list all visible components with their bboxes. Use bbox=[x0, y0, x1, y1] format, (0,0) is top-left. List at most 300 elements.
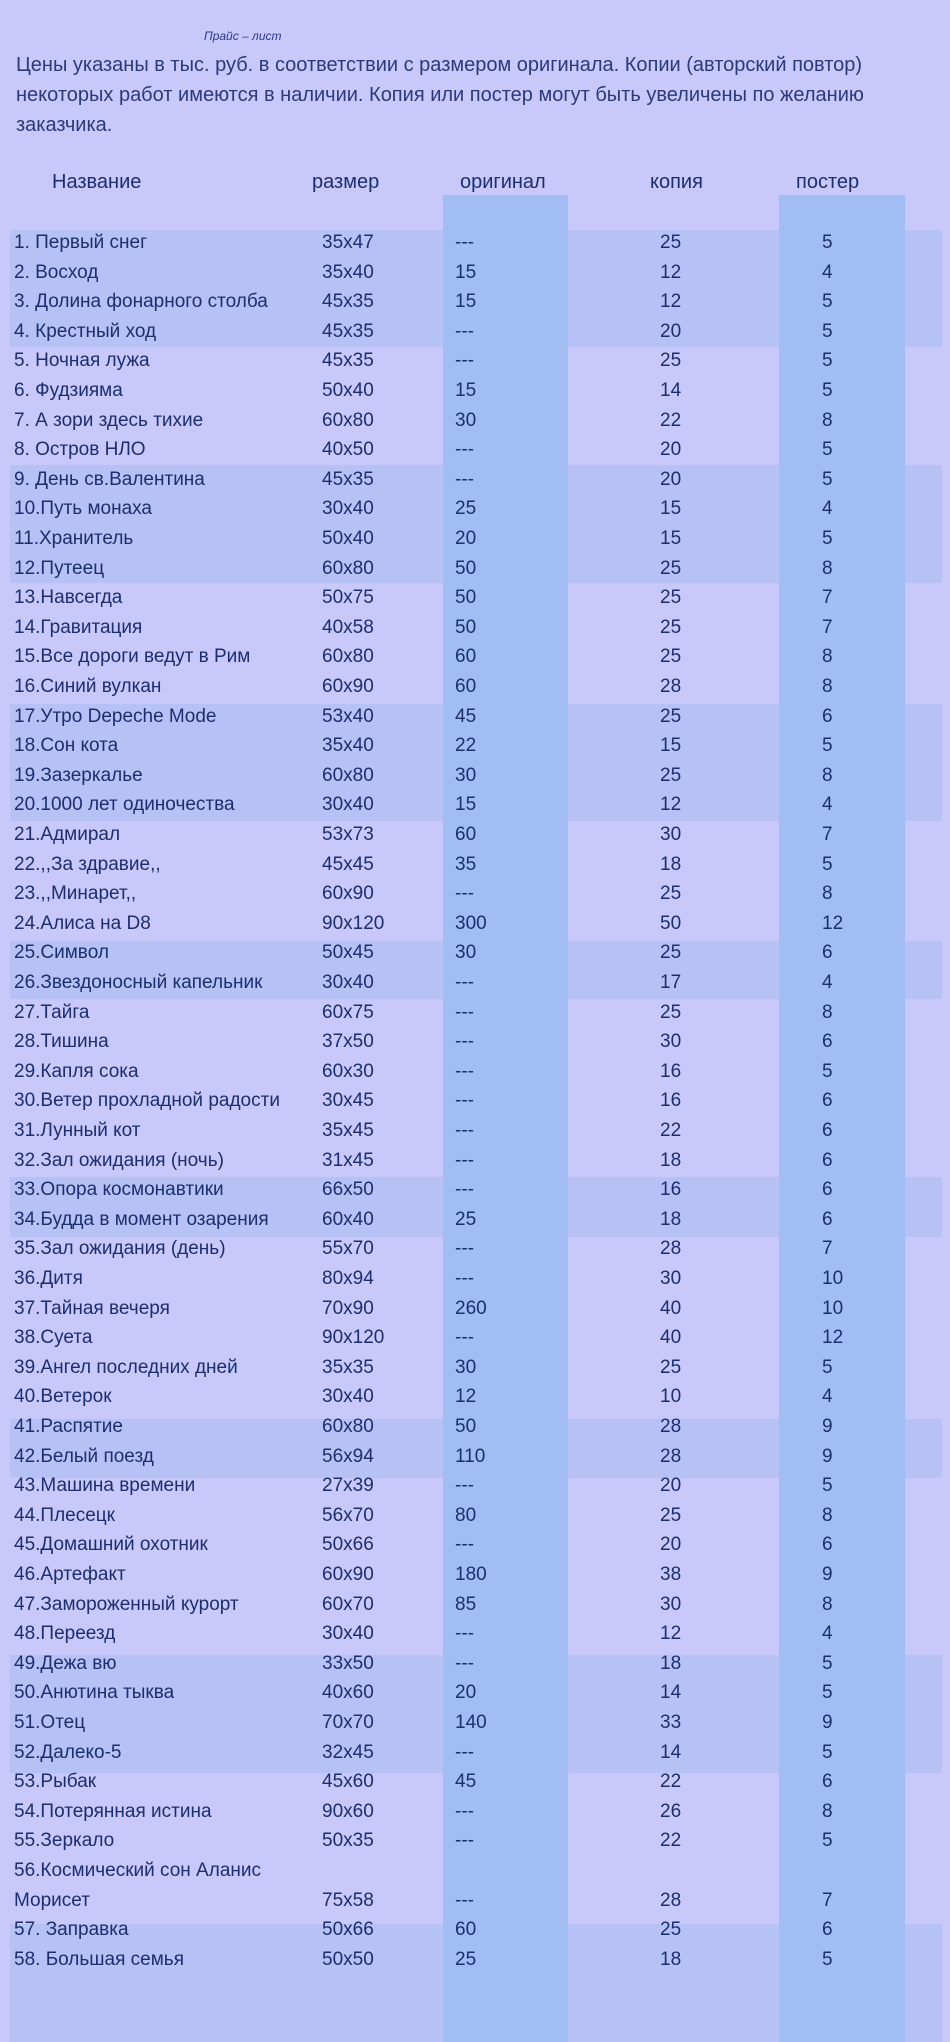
original-price: 180 bbox=[455, 1564, 487, 1585]
poster-price: 4 bbox=[822, 972, 833, 993]
artwork-name: 57. Заправка bbox=[14, 1919, 129, 1941]
table-row bbox=[0, 704, 950, 734]
artwork-name: 10.Путь монаха bbox=[14, 498, 152, 520]
artwork-name: 1. Первый снег bbox=[14, 232, 148, 253]
table-row bbox=[0, 1532, 950, 1562]
poster-price: 10 bbox=[822, 1268, 844, 1289]
artwork-name: 7. А зори здесь тихие bbox=[14, 409, 204, 431]
original-price: 15 bbox=[455, 261, 477, 283]
artwork-name: 49.Дежа вю bbox=[14, 1652, 117, 1674]
copy-price: 28 bbox=[660, 1416, 682, 1437]
table-row bbox=[0, 1621, 950, 1651]
artwork-size: 32x45 bbox=[322, 1741, 374, 1763]
table-row bbox=[0, 556, 950, 586]
original-price: --- bbox=[455, 1652, 474, 1674]
copy-price: 28 bbox=[660, 1889, 682, 1911]
artwork-name: 35.Зал ожидания (день) bbox=[14, 1238, 226, 1260]
artwork-name: 41.Распятие bbox=[14, 1416, 123, 1437]
original-price: 30 bbox=[455, 942, 477, 964]
copy-price: 25 bbox=[660, 1919, 682, 1941]
table-row bbox=[0, 1503, 950, 1533]
artwork-size: 30x40 bbox=[322, 498, 374, 520]
copy-price: 25 bbox=[660, 1504, 682, 1526]
copy-price: 14 bbox=[660, 1741, 682, 1763]
table-row bbox=[0, 1444, 950, 1474]
original-price: --- bbox=[455, 1238, 474, 1260]
poster-price: 5 bbox=[822, 1652, 833, 1674]
artwork-size: 90x120 bbox=[322, 912, 385, 934]
poster-price: 5 bbox=[822, 232, 833, 253]
original-price: 60 bbox=[455, 1919, 477, 1941]
artwork-size: 53x73 bbox=[322, 824, 374, 845]
artwork-size: 35x47 bbox=[322, 232, 374, 253]
table-row bbox=[0, 1888, 950, 1918]
table-row bbox=[0, 852, 950, 882]
artwork-size: 50x45 bbox=[322, 942, 374, 964]
table-row bbox=[0, 378, 950, 408]
original-price: 15 bbox=[455, 291, 477, 313]
artwork-size: 45x35 bbox=[322, 291, 374, 313]
poster-price: 12 bbox=[822, 912, 844, 934]
table-row bbox=[0, 319, 950, 349]
original-price: --- bbox=[455, 1623, 474, 1645]
copy-price: 12 bbox=[660, 794, 682, 816]
table-row bbox=[0, 1740, 950, 1770]
original-price: 140 bbox=[455, 1712, 487, 1733]
table-row bbox=[0, 763, 950, 793]
artwork-size: 30x40 bbox=[322, 1623, 374, 1645]
poster-price: 6 bbox=[822, 942, 833, 964]
original-price: 25 bbox=[455, 1208, 477, 1230]
artwork-size: 55x70 bbox=[322, 1238, 374, 1260]
artwork-size: 60x90 bbox=[322, 676, 374, 697]
table-row bbox=[0, 1325, 950, 1355]
copy-price: 25 bbox=[660, 557, 682, 579]
artwork-name: 53.Рыбак bbox=[14, 1771, 97, 1793]
table-row bbox=[0, 644, 950, 674]
poster-price: 8 bbox=[822, 883, 833, 905]
artwork-size: 90x60 bbox=[322, 1800, 374, 1822]
artwork-size: 70x70 bbox=[322, 1712, 374, 1733]
artwork-name: 24.Алиса на D8 bbox=[14, 912, 151, 934]
poster-price: 6 bbox=[822, 1090, 833, 1112]
poster-price: 5 bbox=[822, 468, 833, 490]
artwork-name: 21.Адмирал bbox=[14, 824, 121, 845]
copy-price: 30 bbox=[660, 1593, 682, 1615]
header-name: Название bbox=[52, 171, 142, 193]
table-row bbox=[0, 260, 950, 290]
table-row bbox=[0, 585, 950, 615]
original-price: 15 bbox=[455, 794, 477, 816]
poster-price: 5 bbox=[822, 439, 833, 461]
artwork-name: 3. Долина фонарного столба bbox=[14, 291, 268, 313]
table-row bbox=[0, 615, 950, 645]
original-price: 15 bbox=[455, 380, 477, 401]
copy-price: 40 bbox=[660, 1297, 682, 1319]
copy-price: 25 bbox=[660, 1001, 682, 1023]
poster-price: 8 bbox=[822, 409, 833, 431]
table-row bbox=[0, 911, 950, 941]
artwork-name: 38.Суета bbox=[14, 1327, 93, 1349]
artwork-name: 39.Ангел последних дней bbox=[14, 1356, 238, 1378]
table-row bbox=[0, 1207, 950, 1237]
artwork-name: 9. День св.Валентина bbox=[14, 468, 205, 490]
artwork-name: 8. Остров НЛО bbox=[14, 439, 146, 461]
copy-price: 20 bbox=[660, 1475, 682, 1497]
original-price: 260 bbox=[455, 1297, 487, 1319]
artwork-name: 14.Гравитация bbox=[14, 616, 143, 638]
original-price: 110 bbox=[455, 1445, 486, 1467]
poster-price: 7 bbox=[822, 1889, 833, 1911]
artwork-size: 45x45 bbox=[322, 853, 374, 875]
copy-price: 25 bbox=[660, 232, 682, 253]
artwork-name: 6. Фудзияма bbox=[14, 380, 123, 401]
original-price: 60 bbox=[455, 676, 477, 697]
table-row bbox=[0, 408, 950, 438]
copy-price: 25 bbox=[660, 942, 682, 964]
poster-price: 6 bbox=[822, 705, 833, 727]
copy-price: 30 bbox=[660, 1031, 682, 1053]
original-price: --- bbox=[455, 1090, 474, 1112]
artwork-name: 28.Тишина bbox=[14, 1031, 109, 1053]
poster-price: 5 bbox=[822, 853, 833, 875]
copy-price: 25 bbox=[660, 764, 682, 786]
copy-price: 12 bbox=[660, 1623, 682, 1645]
copy-price: 28 bbox=[660, 1238, 682, 1260]
artwork-size: 40x58 bbox=[322, 616, 374, 638]
original-price: 22 bbox=[455, 735, 477, 757]
table-row bbox=[0, 467, 950, 497]
poster-price: 5 bbox=[822, 528, 833, 549]
poster-price: 5 bbox=[822, 350, 833, 372]
table-row bbox=[0, 1651, 950, 1681]
table-row bbox=[0, 1592, 950, 1622]
original-price: --- bbox=[455, 350, 474, 372]
copy-price: 10 bbox=[660, 1386, 682, 1408]
poster-price: 4 bbox=[822, 1386, 833, 1408]
original-price: 45 bbox=[455, 1771, 477, 1793]
artwork-name: 32.Зал ожидания (ночь) bbox=[14, 1149, 224, 1171]
table-row bbox=[0, 1414, 950, 1444]
artwork-name: Морисет bbox=[14, 1889, 90, 1911]
poster-price: 5 bbox=[822, 291, 833, 313]
table-row bbox=[0, 881, 950, 911]
original-price: 30 bbox=[455, 764, 477, 786]
artwork-size: 45x60 bbox=[322, 1771, 374, 1793]
artwork-name: 22.,,За здравие,, bbox=[14, 853, 161, 875]
artwork-name: 18.Сон кота bbox=[14, 735, 119, 757]
page-caption: Прайс – лист bbox=[204, 29, 282, 43]
artwork-size: 37x50 bbox=[322, 1031, 374, 1053]
original-price: --- bbox=[455, 1149, 474, 1171]
table-row bbox=[0, 1562, 950, 1592]
artwork-name: 56.Космический сон Аланис bbox=[14, 1860, 261, 1881]
poster-price: 10 bbox=[822, 1297, 844, 1319]
original-price: 60 bbox=[455, 824, 477, 845]
artwork-size: 66x50 bbox=[322, 1179, 374, 1201]
artwork-size: 50x40 bbox=[322, 380, 374, 401]
poster-price: 5 bbox=[822, 1948, 833, 1970]
original-price: --- bbox=[455, 1001, 474, 1023]
artwork-size: 40x50 bbox=[322, 439, 374, 461]
original-price: --- bbox=[455, 1060, 474, 1082]
artwork-name: 50.Анютина тыква bbox=[14, 1682, 175, 1704]
artwork-name: 13.Навсегда bbox=[14, 587, 123, 609]
copy-price: 15 bbox=[660, 528, 682, 549]
poster-price: 6 bbox=[822, 1771, 833, 1793]
original-price: --- bbox=[455, 1800, 474, 1822]
poster-price: 5 bbox=[822, 735, 833, 757]
original-price: --- bbox=[455, 1741, 474, 1763]
copy-price: 15 bbox=[660, 498, 682, 520]
original-price: 20 bbox=[455, 1682, 477, 1704]
artwork-size: 60x90 bbox=[322, 883, 374, 905]
artwork-size: 50x66 bbox=[322, 1534, 374, 1556]
poster-price: 6 bbox=[822, 1179, 833, 1201]
poster-price: 8 bbox=[822, 1001, 833, 1023]
copy-price: 25 bbox=[660, 350, 682, 372]
poster-price: 5 bbox=[822, 320, 833, 342]
table-row bbox=[0, 289, 950, 319]
poster-price: 8 bbox=[822, 646, 833, 668]
table-row bbox=[0, 822, 950, 852]
poster-price: 4 bbox=[822, 794, 833, 816]
artwork-size: 35x45 bbox=[322, 1120, 374, 1141]
poster-price: 9 bbox=[822, 1445, 833, 1467]
artwork-size: 30x45 bbox=[322, 1090, 374, 1112]
artwork-name: 46.Артефакт bbox=[14, 1564, 126, 1585]
artwork-name: 48.Переезд bbox=[14, 1623, 116, 1645]
poster-price: 6 bbox=[822, 1149, 833, 1171]
artwork-size: 31x45 bbox=[322, 1149, 374, 1171]
table-row bbox=[0, 1148, 950, 1178]
table-row bbox=[0, 496, 950, 526]
poster-price: 6 bbox=[822, 1534, 833, 1556]
copy-price: 12 bbox=[660, 291, 682, 313]
poster-price: 9 bbox=[822, 1712, 833, 1733]
poster-price: 6 bbox=[822, 1208, 833, 1230]
artwork-size: 50x66 bbox=[322, 1919, 374, 1941]
artwork-size: 56x70 bbox=[322, 1504, 374, 1526]
artwork-name: 52.Далеко-5 bbox=[14, 1741, 122, 1763]
poster-price: 5 bbox=[822, 1475, 833, 1497]
artwork-name: 27.Тайга bbox=[14, 1001, 90, 1023]
artwork-size: 60x75 bbox=[322, 1001, 374, 1023]
artwork-size: 60x90 bbox=[322, 1564, 374, 1585]
copy-price: 26 bbox=[660, 1800, 682, 1822]
poster-price: 8 bbox=[822, 1504, 833, 1526]
artwork-name: 12.Путеец bbox=[14, 557, 105, 579]
header-poster: постер bbox=[796, 171, 860, 193]
artwork-size: 35x40 bbox=[322, 261, 374, 283]
copy-price: 14 bbox=[660, 1682, 682, 1704]
table-row bbox=[0, 1828, 950, 1858]
copy-price: 28 bbox=[660, 1445, 682, 1467]
artwork-size: 75x58 bbox=[322, 1889, 374, 1911]
artwork-name: 15.Все дороги ведут в Рим bbox=[14, 646, 251, 668]
copy-price: 12 bbox=[660, 261, 682, 283]
artwork-name: 29.Капля сока bbox=[14, 1060, 139, 1082]
artwork-size: 53x40 bbox=[322, 705, 374, 727]
copy-price: 25 bbox=[660, 646, 682, 668]
artwork-size: 30x40 bbox=[322, 1386, 374, 1408]
original-price: 60 bbox=[455, 646, 477, 668]
original-price: 30 bbox=[455, 1356, 477, 1378]
artwork-name: 11.Хранитель bbox=[14, 528, 134, 549]
table-row bbox=[0, 1029, 950, 1059]
artwork-size: 60x40 bbox=[322, 1208, 374, 1230]
copy-price: 33 bbox=[660, 1712, 682, 1733]
copy-price: 20 bbox=[660, 320, 682, 342]
poster-price: 7 bbox=[822, 616, 833, 638]
table-row bbox=[0, 1000, 950, 1030]
artwork-size: 30x40 bbox=[322, 972, 374, 993]
artwork-name: 43.Машина времени bbox=[14, 1475, 196, 1497]
original-price: 35 bbox=[455, 853, 477, 875]
artwork-size: 70x90 bbox=[322, 1297, 374, 1319]
original-price: --- bbox=[455, 1031, 474, 1053]
artwork-name: 40.Ветерок bbox=[14, 1386, 112, 1408]
copy-price: 14 bbox=[660, 380, 682, 401]
poster-price: 8 bbox=[822, 1800, 833, 1822]
poster-price: 7 bbox=[822, 1238, 833, 1260]
artwork-name: 4. Крестный ход bbox=[14, 320, 157, 342]
copy-price: 25 bbox=[660, 616, 682, 638]
artwork-name: 30.Ветер прохладной радости bbox=[14, 1090, 280, 1112]
artwork-name: 54.Потерянная истина bbox=[14, 1800, 212, 1822]
artwork-name: 44.Плесецк bbox=[14, 1504, 115, 1526]
table-row bbox=[0, 940, 950, 970]
artwork-size: 80x94 bbox=[322, 1268, 374, 1289]
copy-price: 20 bbox=[660, 468, 682, 490]
original-price: --- bbox=[455, 1534, 474, 1556]
artwork-name: 26.Звездоносный капельник bbox=[14, 972, 263, 993]
table-row bbox=[0, 1088, 950, 1118]
poster-price: 9 bbox=[822, 1416, 833, 1437]
copy-price: 22 bbox=[660, 1830, 682, 1852]
artwork-size: 50x75 bbox=[322, 587, 374, 609]
intro-text: Цены указаны в тыс. руб. в соответствии с размером оригинала. Копии (авторский повтор) некоторых работ имеются в наличии. Копия или постер могут быть увеличены по желанию заказчика. bbox=[16, 54, 864, 136]
copy-price: 16 bbox=[660, 1060, 682, 1082]
artwork-size: 50x40 bbox=[322, 528, 374, 549]
original-price: 45 bbox=[455, 705, 477, 727]
copy-price: 38 bbox=[660, 1564, 682, 1585]
poster-price: 5 bbox=[822, 1682, 833, 1704]
header-original: оригинал bbox=[460, 171, 546, 193]
copy-price: 18 bbox=[660, 1948, 682, 1970]
poster-price: 8 bbox=[822, 1593, 833, 1615]
original-price: --- bbox=[455, 1889, 474, 1911]
artwork-name: 23.,,Минарет,, bbox=[14, 883, 137, 905]
copy-price: 18 bbox=[660, 853, 682, 875]
table-row bbox=[0, 792, 950, 822]
poster-price: 8 bbox=[822, 676, 833, 697]
poster-price: 4 bbox=[822, 261, 833, 283]
original-price: --- bbox=[455, 883, 474, 905]
copy-price: 25 bbox=[660, 587, 682, 609]
original-price: 25 bbox=[455, 1948, 477, 1970]
artwork-name: 36.Дитя bbox=[14, 1268, 83, 1289]
copy-price: 40 bbox=[660, 1327, 682, 1349]
table-row bbox=[0, 1177, 950, 1207]
table-row bbox=[0, 437, 950, 467]
artwork-name: 51.Отец bbox=[14, 1712, 86, 1733]
poster-price: 6 bbox=[822, 1919, 833, 1941]
table-row bbox=[0, 1296, 950, 1326]
original-price: --- bbox=[455, 468, 474, 490]
original-price: 50 bbox=[455, 557, 477, 579]
table-row bbox=[0, 1799, 950, 1829]
table-row bbox=[0, 1355, 950, 1385]
copy-price: 15 bbox=[660, 735, 682, 757]
copy-price: 16 bbox=[660, 1090, 682, 1112]
header-size: размер bbox=[312, 171, 380, 193]
original-price: 50 bbox=[455, 587, 477, 609]
copy-price: 22 bbox=[660, 1771, 682, 1793]
artwork-size: 50x50 bbox=[322, 1948, 374, 1970]
original-price: 25 bbox=[455, 498, 477, 520]
artwork-size: 60x30 bbox=[322, 1060, 374, 1082]
copy-price: 50 bbox=[660, 912, 682, 934]
artwork-size: 30x40 bbox=[322, 794, 374, 816]
table-row bbox=[0, 1858, 950, 1888]
poster-price: 9 bbox=[822, 1564, 833, 1585]
artwork-name: 17.Утро Depeche Mode bbox=[14, 705, 217, 727]
artwork-size: 60x80 bbox=[322, 557, 374, 579]
copy-price: 20 bbox=[660, 1534, 682, 1556]
artwork-name: 42.Белый поезд bbox=[14, 1445, 154, 1467]
copy-price: 16 bbox=[660, 1179, 682, 1201]
poster-price: 6 bbox=[822, 1120, 833, 1141]
artwork-size: 60x80 bbox=[322, 409, 374, 431]
artwork-size: 45x35 bbox=[322, 468, 374, 490]
original-price: --- bbox=[455, 1830, 474, 1852]
table-row bbox=[0, 1059, 950, 1089]
original-price: --- bbox=[455, 320, 474, 342]
table-row bbox=[0, 1118, 950, 1148]
poster-price: 4 bbox=[822, 498, 833, 520]
poster-price: 7 bbox=[822, 587, 833, 609]
artwork-size: 40x60 bbox=[322, 1682, 374, 1704]
copy-price: 22 bbox=[660, 1120, 682, 1141]
artwork-size: 60x80 bbox=[322, 1416, 374, 1437]
artwork-name: 45.Домашний охотник bbox=[14, 1534, 208, 1556]
copy-price: 30 bbox=[660, 824, 682, 845]
artwork-size: 60x80 bbox=[322, 646, 374, 668]
artwork-size: 60x70 bbox=[322, 1593, 374, 1615]
table-row bbox=[0, 1917, 950, 1947]
artwork-size: 60x80 bbox=[322, 764, 374, 786]
original-price: 12 bbox=[455, 1386, 477, 1408]
artwork-size: 45x35 bbox=[322, 320, 374, 342]
original-price: 50 bbox=[455, 1416, 477, 1437]
original-price: 20 bbox=[455, 528, 477, 549]
table-row bbox=[0, 1236, 950, 1266]
original-price: --- bbox=[455, 972, 474, 993]
poster-price: 8 bbox=[822, 764, 833, 786]
artwork-name: 19.Зазеркалье bbox=[14, 764, 143, 786]
artwork-name: 33.Опора космонавтики bbox=[14, 1179, 224, 1201]
table-row bbox=[0, 230, 950, 260]
artwork-name: 31.Лунный кот bbox=[14, 1120, 141, 1141]
copy-price: 25 bbox=[660, 1356, 682, 1378]
header-copy: копия bbox=[650, 171, 703, 193]
table-row bbox=[0, 733, 950, 763]
original-price: --- bbox=[455, 1120, 474, 1141]
copy-price: 30 bbox=[660, 1268, 682, 1289]
original-price: --- bbox=[455, 1327, 474, 1349]
original-price: --- bbox=[455, 232, 474, 253]
